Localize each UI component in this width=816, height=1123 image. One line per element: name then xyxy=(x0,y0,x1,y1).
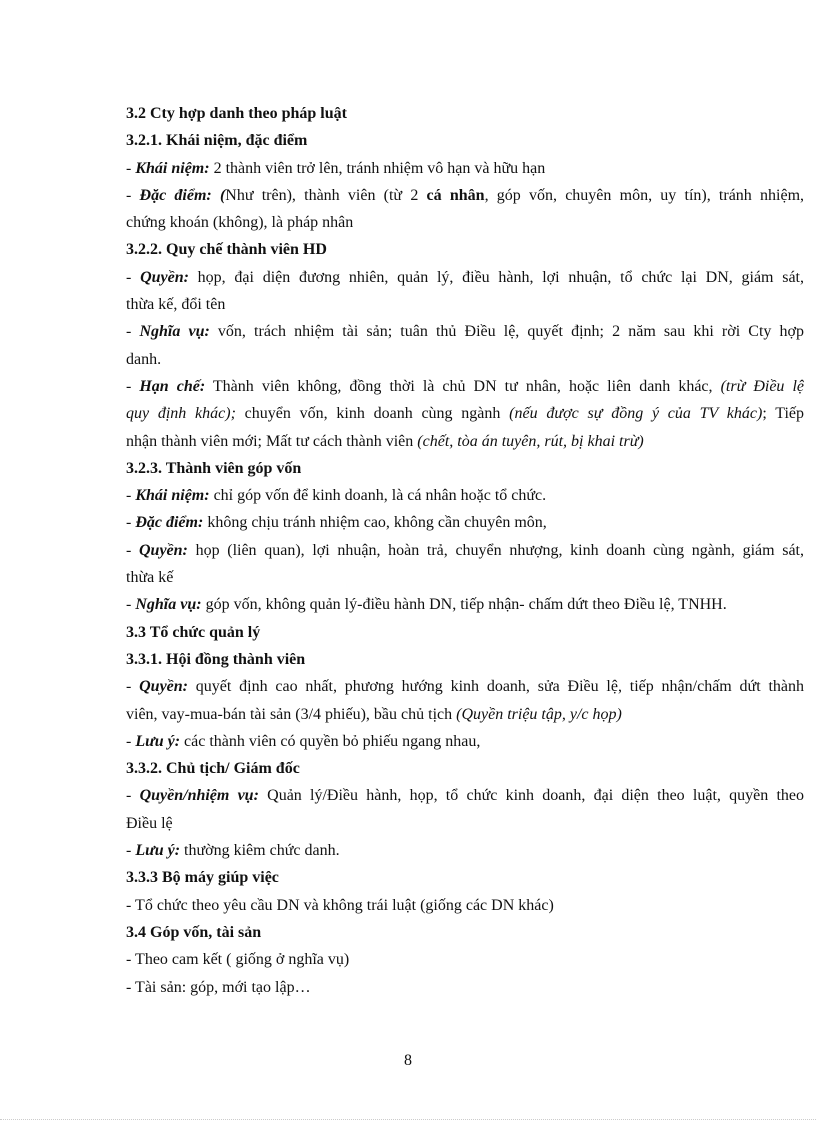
section-heading-3-2-2: 3.2.2. Quy chế thành viên HD xyxy=(126,241,327,259)
paragraph-ct-quyen: - Quyền/nhiệm vụ: Quản lý/Điều hành, họp, tổ chức kinh doanh, đại diện theo luật, quyền theo xyxy=(126,787,805,805)
document-body xyxy=(126,100,804,1001)
section-heading-3-2: 3.2 Cty hợp danh theo pháp luật xyxy=(126,105,347,122)
paragraph-han-che-cont2: nhận thành viên mới; Mất tư cách thành viên (chết, tòa án tuyên, rút, bị khai trừ) xyxy=(126,432,644,450)
page-number: 8 xyxy=(404,1052,412,1069)
section-heading-3-3: 3.3 Tổ chức quản lý xyxy=(126,623,261,641)
paragraph-tv-quyen: - Quyền: họp (liên quan), lợi nhuận, hoàn trả, chuyển nhượng, kinh doanh cùng ngành, giám sát, xyxy=(126,541,804,559)
paragraph-han-che: - Hạn chế: Thành viên không, đồng thời là chủ DN tư nhân, hoặc liên danh khác, (trừ Điều lệ xyxy=(126,377,805,395)
paragraph-quyen-cont: thừa kế, đổi tên xyxy=(126,296,226,314)
paragraph-hdtv-quyen-cont: viên, vay-mua-bán tài sản (3/4 phiếu), bầu chủ tịch (Quyền triệu tập, y/c họp) xyxy=(126,705,622,723)
section-heading-3-2-3: 3.2.3. Thành viên góp vốn xyxy=(126,459,302,477)
paragraph-tv-khai-niem: - Khái niệm: chỉ góp vốn để kinh doanh, là cá nhân hoặc tổ chức. xyxy=(126,487,547,505)
paragraph-nghia-vu: - Nghĩa vụ: vốn, trách nhiệm tài sản; tuân thủ Điều lệ, quyết định; 2 năm sau khi rời Cty hợp xyxy=(126,323,804,341)
paragraph-dac-diem: - Đặc điểm: (Như trên), thành viên (từ 2 cá nhân, góp vốn, chuyên môn, uy tín), tránh nhiệm, xyxy=(126,186,805,204)
section-heading-3-3-2: 3.3.2. Chủ tịch/ Giám đốc xyxy=(126,760,300,778)
section-heading-3-3-3: 3.3.3 Bộ máy giúp việc xyxy=(126,869,279,887)
paragraph-tai-san: - Tài sản: góp, mới tạo lập… xyxy=(126,978,311,996)
paragraph-bo-may: - Tổ chức theo yêu cầu DN và không trái luật (giống các DN khác) xyxy=(126,896,554,914)
paragraph-tv-quyen-cont: thừa kế xyxy=(126,569,174,587)
paragraph-hdtv-luu-y: - Lưu ý: các thành viên có quyền bỏ phiếu ngang nhau, xyxy=(126,732,481,750)
paragraph-tv-nghia-vu: - Nghĩa vụ: góp vốn, không quản lý-điều hành DN, tiếp nhận- chấm dứt theo Điều lệ, TNHH. xyxy=(126,596,727,614)
paragraph-khai-niem: - Khái niệm: 2 thành viên trở lên, tránh nhiệm vô hạn và hữu hạn xyxy=(126,159,546,177)
paragraph-hdtv-quyen: - Quyền: quyết định cao nhất, phương hướng kinh doanh, sửa Điều lệ, tiếp nhận/chấm dứt thành xyxy=(126,678,804,696)
paragraph-tv-dac-diem: - Đặc điểm: không chịu tránh nhiệm cao, không cần chuyên môn, xyxy=(126,514,547,532)
page-bottom-divider xyxy=(0,1119,816,1120)
paragraph-dac-diem-cont: chứng khoán (không), là pháp nhân xyxy=(126,214,354,232)
paragraph-han-che-cont: quy định khác); chuyển vốn, kinh doanh cùng ngành (nếu được sự đồng ý của TV khác); Tiếp xyxy=(126,405,804,423)
paragraph-ct-quyen-cont: Điều lệ xyxy=(126,814,173,832)
section-heading-3-4: 3.4 Góp vốn, tài sản xyxy=(126,923,262,941)
section-heading-3-3-1: 3.3.1. Hội đồng thành viên xyxy=(126,650,306,668)
paragraph-ct-luu-y: - Lưu ý: thường kiêm chức danh. xyxy=(126,842,340,860)
paragraph-quyen: - Quyền: họp, đại diện đương nhiên, quản lý, điều hành, lợi nhuận, tổ chức lại DN, giám sát, xyxy=(126,268,805,286)
paragraph-nghia-vu-cont: danh. xyxy=(126,350,162,368)
paragraph-cam-ket: - Theo cam kết ( giống ở nghĩa vụ) xyxy=(126,951,350,969)
section-heading-3-2-1: 3.2.1. Khái niệm, đặc điểm xyxy=(126,132,308,150)
